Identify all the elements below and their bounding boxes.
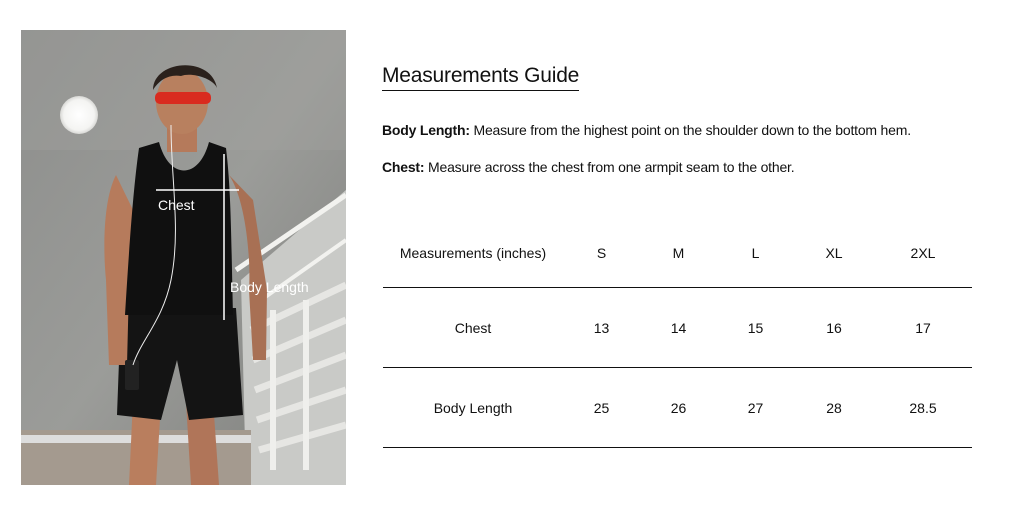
table-cell: 28.5 (874, 368, 972, 448)
row-label-body-length: Body Length (383, 368, 563, 448)
header-cell-xl: XL (794, 219, 874, 288)
table-cell: 13 (563, 288, 640, 368)
product-photo (21, 30, 346, 485)
body-length-overlay-label: Body Length (230, 279, 309, 295)
header-cell-m: M (640, 219, 717, 288)
table-cell: 27 (717, 368, 794, 448)
table-cell: 17 (874, 288, 972, 368)
row-label-chest: Chest (383, 288, 563, 368)
body-length-text: Measure from the highest point on the shoulder down to the bottom hem. (469, 122, 911, 138)
table-cell: 15 (717, 288, 794, 368)
chest-overlay-label: Chest (158, 197, 195, 213)
header-cell-s: S (563, 219, 640, 288)
table-cell: 16 (794, 288, 874, 368)
table-header-row (383, 219, 972, 288)
chest-text: Measure across the chest from one armpit seam to the other. (424, 159, 795, 175)
header-cell-measurement: Measurements (inches) (383, 219, 563, 288)
body-length-description (382, 122, 911, 138)
chest-description (382, 159, 794, 175)
model-illustration (21, 30, 346, 485)
table-row (383, 288, 972, 368)
table-cell: 26 (640, 368, 717, 448)
header-cell-2xl: 2XL (874, 219, 972, 288)
table-row (383, 368, 972, 448)
body-length-term: Body Length: (382, 122, 470, 138)
chest-term: Chest: (382, 159, 425, 175)
table-cell: 25 (563, 368, 640, 448)
table-cell: 28 (794, 368, 874, 448)
page-title: Measurements Guide (382, 64, 579, 91)
size-table (383, 219, 972, 448)
header-cell-l: L (717, 219, 794, 288)
table-cell: 14 (640, 288, 717, 368)
